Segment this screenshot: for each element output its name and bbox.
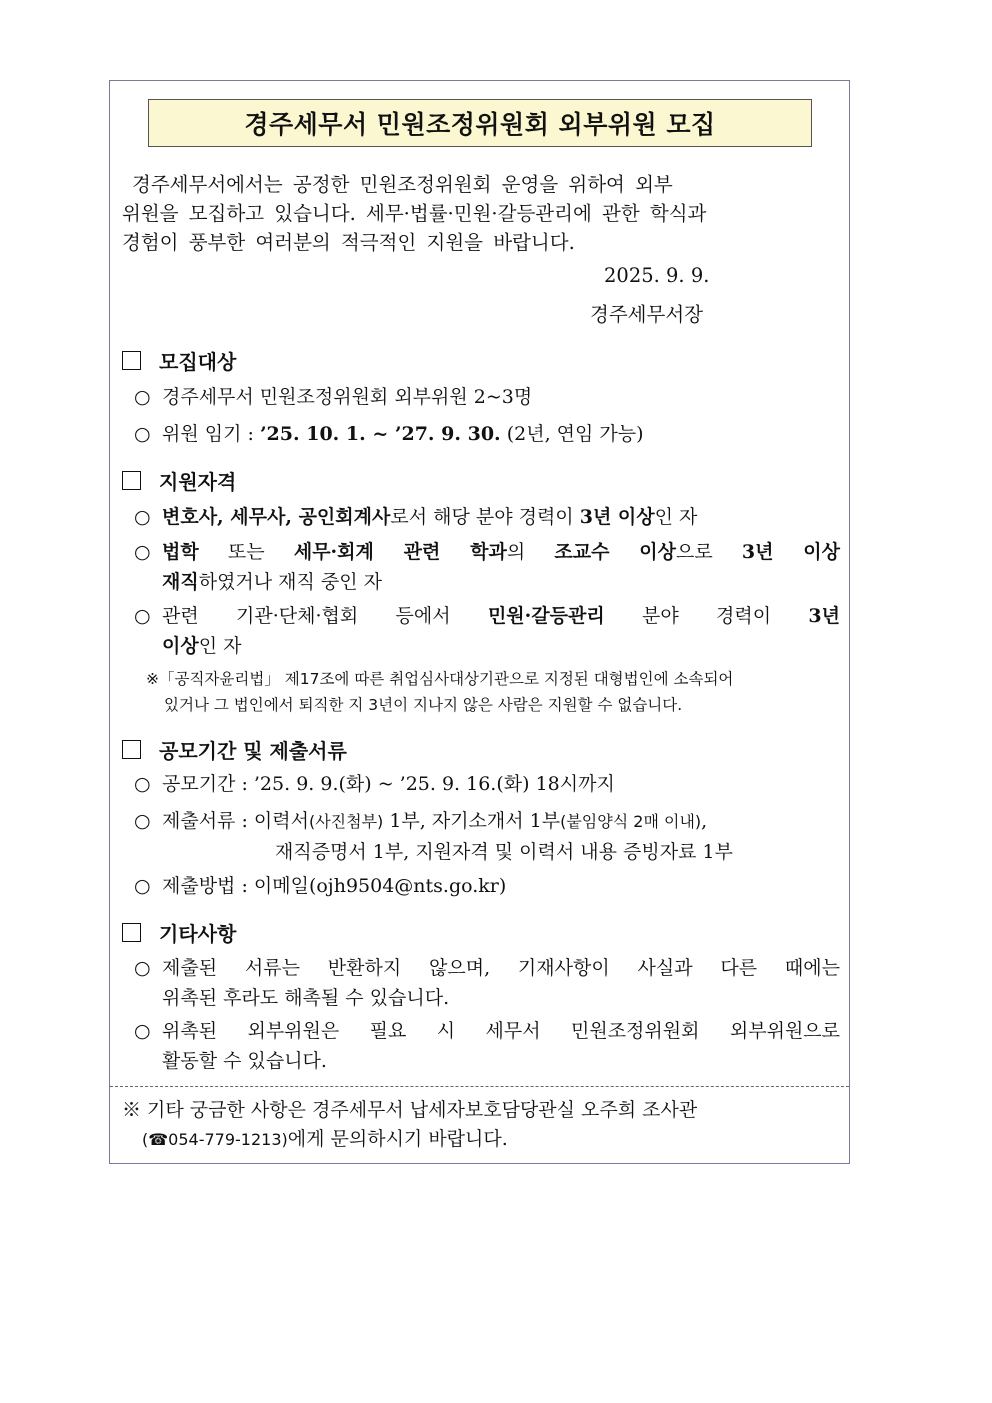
section-title: 모집대상 bbox=[159, 350, 237, 374]
item-text: 재직증명서 1부, 지원자격 및 이력서 내용 증빙자료 1부 bbox=[275, 841, 733, 863]
list-item bbox=[134, 953, 840, 1013]
phone-number: (☎054-779-1213) bbox=[142, 1130, 288, 1149]
footer-divider bbox=[110, 1086, 849, 1087]
notice-date: 2025. 9. 9. bbox=[604, 264, 710, 287]
circle-bullet-icon: ○ bbox=[134, 506, 151, 528]
item-text: (사진첨부) bbox=[308, 812, 384, 831]
item-text: 로서 해당 분야 경력이 bbox=[390, 506, 580, 528]
circle-bullet-icon: ○ bbox=[134, 605, 151, 627]
bold-text: 이상 bbox=[162, 635, 199, 657]
contact-footer bbox=[122, 1096, 697, 1154]
checkbox-square-icon bbox=[122, 923, 141, 942]
item-text: 인 자 bbox=[198, 635, 242, 657]
item-text: 위촉된 외부위원은 필요 시 세무서 민원조정위원회 외부위원으로 bbox=[162, 1020, 840, 1042]
item-text: 위원 임기 : bbox=[162, 423, 260, 445]
intro-line: 경험이 풍부한 여러분의 적극적인 지원을 바랍니다. bbox=[122, 231, 575, 254]
bold-text: 법학 bbox=[162, 541, 199, 563]
bold-text: 3년 이상 bbox=[741, 541, 840, 563]
page-title: 경주세무서 민원조정위원회 외부위원 모집 bbox=[244, 110, 716, 139]
item-text: 의 bbox=[506, 541, 555, 563]
list-item bbox=[134, 806, 840, 867]
list-item bbox=[134, 382, 840, 412]
item-text: 활동할 수 있습니다. bbox=[162, 1050, 327, 1072]
title-banner bbox=[148, 99, 812, 147]
list-item bbox=[134, 502, 840, 532]
term-period: ’25. 10. 1. ~ ’27. 9. 30. bbox=[259, 423, 501, 445]
list-item bbox=[134, 871, 840, 901]
section-heading-target bbox=[122, 346, 236, 375]
item-text: (2년, 연임 가능) bbox=[500, 423, 644, 445]
footer-line: ※ 기타 궁금한 사항은 경주세무서 납세자보호담당관실 오주희 조사관 bbox=[122, 1099, 698, 1121]
item-text: 1부, 자기소개서 1부 bbox=[383, 810, 561, 832]
circle-bullet-icon: ○ bbox=[134, 423, 151, 445]
item-text: 관련 기관·단체·협회 등에서 bbox=[162, 605, 488, 627]
note-line: ※「공직자윤리법」 제17조에 따른 취업심사대상기관으로 지정된 대형법인에 소속되어 bbox=[146, 670, 734, 688]
item-text: 공모기간 : ’25. 9. 9.(화) ~ ’25. 9. 16.(화) 18시까지 bbox=[162, 773, 615, 795]
bold-text: 세무·회계 관련 학과 bbox=[293, 541, 507, 563]
circle-bullet-icon: ○ bbox=[134, 875, 151, 897]
list-item bbox=[134, 419, 840, 449]
intro-line: 경주세무서에서는 공정한 민원조정위원회 운영을 위하여 외부 bbox=[132, 173, 673, 196]
section-heading-period bbox=[122, 735, 347, 764]
checkbox-square-icon bbox=[122, 471, 141, 490]
intro-paragraph bbox=[122, 170, 838, 257]
circle-bullet-icon: ○ bbox=[134, 810, 151, 832]
section-title: 지원자격 bbox=[159, 470, 237, 494]
list-item bbox=[134, 1016, 840, 1076]
item-text: 또는 bbox=[198, 541, 294, 563]
bold-text: 변호사, 세무사, 공인회계사 bbox=[162, 506, 391, 528]
item-text: 으로 bbox=[675, 541, 742, 563]
circle-bullet-icon: ○ bbox=[134, 957, 151, 979]
item-text: 제출된 서류는 반환하지 않으며, 기재사항이 사실과 다른 때에는 bbox=[162, 957, 840, 979]
item-text: , bbox=[701, 810, 708, 832]
eligibility-note bbox=[146, 666, 840, 718]
list-item bbox=[134, 537, 840, 597]
circle-bullet-icon: ○ bbox=[134, 541, 151, 563]
item-text: 하였거나 재직 중인 자 bbox=[198, 571, 383, 593]
footer-line: 에게 문의하시기 바랍니다. bbox=[287, 1128, 508, 1150]
bold-text: 민원·갈등관리 bbox=[487, 605, 605, 627]
item-text: 제출서류 : 이력서 bbox=[162, 810, 309, 832]
section-title: 기타사항 bbox=[159, 922, 237, 946]
checkbox-square-icon bbox=[122, 740, 141, 759]
item-text: 인 자 bbox=[654, 506, 698, 528]
section-heading-qualification bbox=[122, 466, 236, 495]
list-item bbox=[134, 769, 840, 799]
section-title: 공모기간 및 제출서류 bbox=[159, 739, 347, 763]
issuer-name: 경주세무서장 bbox=[590, 303, 704, 326]
section-heading-other bbox=[122, 918, 236, 947]
circle-bullet-icon: ○ bbox=[134, 1020, 151, 1042]
circle-bullet-icon: ○ bbox=[134, 773, 151, 795]
note-line: 있거나 그 법인에서 퇴직한 지 3년이 지나지 않은 사람은 지원할 수 없습니다. bbox=[164, 696, 683, 714]
circle-bullet-icon: ○ bbox=[134, 386, 151, 408]
checkbox-square-icon bbox=[122, 351, 141, 370]
item-text: (붙임양식 2매 이내) bbox=[560, 812, 702, 831]
item-text: 경주세무서 민원조정위원회 외부위원 2~3명 bbox=[162, 386, 533, 408]
bold-text: 3년 이상 bbox=[579, 506, 655, 528]
bold-text: 조교수 이상 bbox=[554, 541, 676, 563]
intro-line: 위원을 모집하고 있습니다. 세무·법률·민원·갈등관리에 관한 학식과 bbox=[122, 202, 707, 225]
item-text: 위촉된 후라도 해촉될 수 있습니다. bbox=[162, 987, 450, 1009]
bold-text: 재직 bbox=[162, 571, 199, 593]
item-text: 제출방법 : 이메일(ojh9504@nts.go.kr) bbox=[162, 875, 507, 897]
bold-text: 3년 bbox=[808, 605, 840, 627]
list-item bbox=[134, 601, 840, 661]
item-text: 분야 경력이 bbox=[604, 605, 809, 627]
